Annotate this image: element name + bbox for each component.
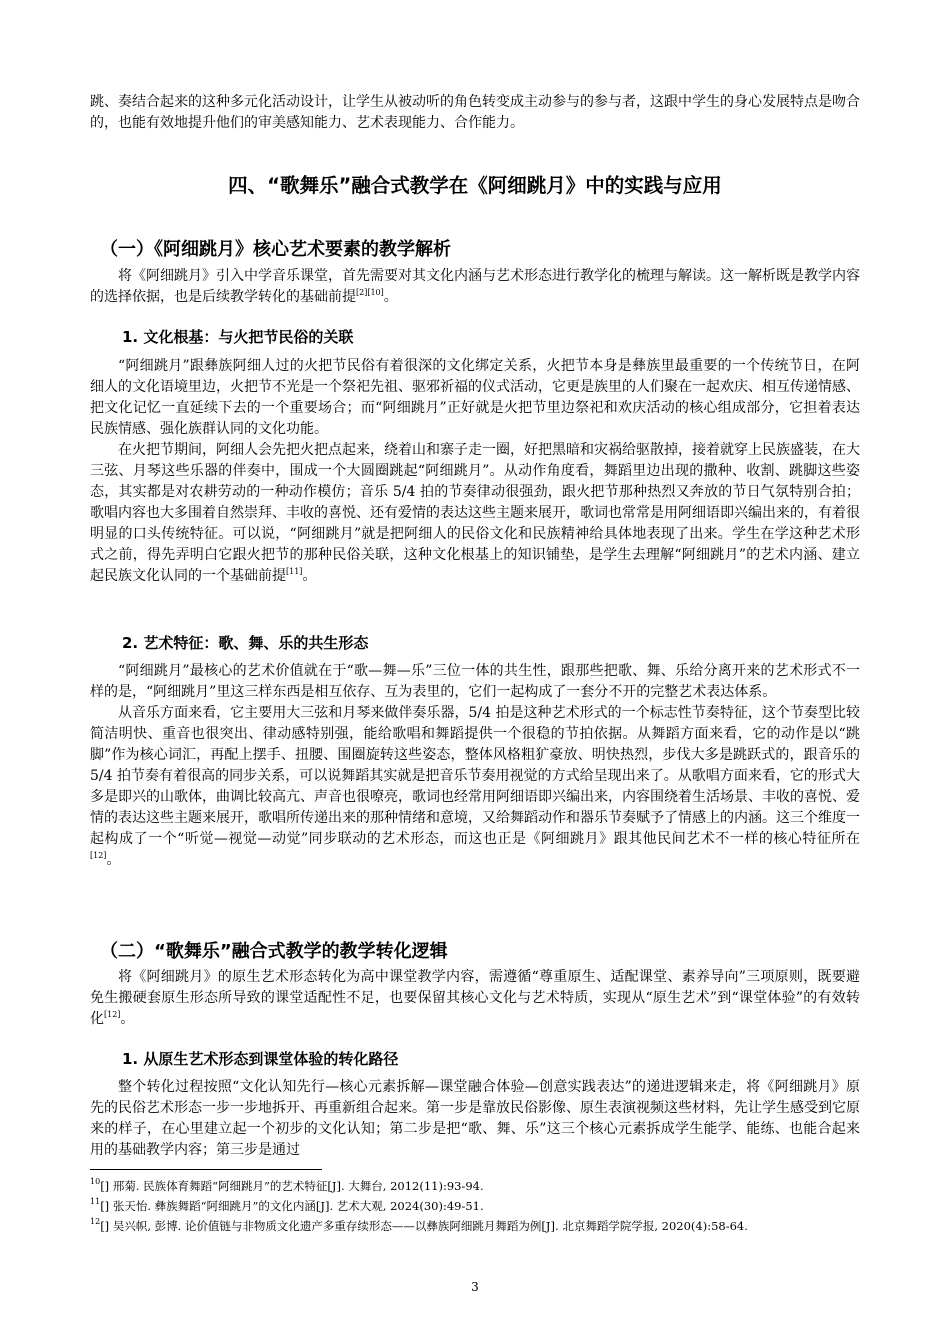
subsection-2-intro bbox=[90, 967, 860, 1030]
footnote-12 bbox=[90, 1217, 860, 1235]
footnote-number: 11 bbox=[90, 1197, 101, 1206]
sentence-end: 。 bbox=[120, 1011, 135, 1027]
citation-ref: [11] bbox=[286, 567, 303, 576]
culture-p2-text: 在火把节期间，阿细人会先把火把点起来，绕着山和寨子走一圈，好把黑暗和灾祸给驱散掉，接着就穿上民族盛装，在大三弦、月琴这些乐器的伴奏中，围成一个大圆圈跳起“阿细跳月”。从动作角度看，舞蹈里边出现的撒种、收割、跳脚这些姿态，其实都是对农耕劳动的一种动作模仿；音乐 5/4 拍的节奏律动很强劲，跟火把节那种热烈又奔放的节日气氛特别合拍；歌唱内容也大多围着自然崇拜、丰收的喜悦、还有爱情的表达这些主题来展开，歌词也常常是用阿细语即兴编出来的，有着很明显的口头传统特征。可以说，“阿细跳月”就是把阿细人的民俗文化和民族精神给具体地表现了出来。学生在学这种艺术形式之前，得先弄明白它跟火把节的那种民俗关联，这种文化根基上的知识铺垫，是学生去理解“阿细跳月”的艺术内涵、建立起民族文化认同的一个基础前提 bbox=[90, 442, 860, 584]
heading-culture-roots: 1. 文化根基：与火把节民俗的关联 bbox=[122, 328, 354, 346]
citation-ref: [12] bbox=[104, 1010, 121, 1019]
footnote-10 bbox=[90, 1177, 860, 1195]
culture-paragraph-1: “阿细跳月”跟彝族阿细人过的火把节民俗有着很深的文化绑定关系，火把节本身是彝族里最重要的一个传统节日，在阿细人的文化语境里边，火把节不光是一个祭祀先祖、驱邪祈福的仪式活动，它更是族里的人们聚在一起欢庆、相互传递情感、把文化记忆一直延续下去的一个重要场合；而“阿细跳月”正好就是火把节里边祭祀和欢庆活动的核心组成部分，它担着表达民族情感、强化族群认同的文化功能。 bbox=[90, 358, 860, 437]
culture-paragraph-2 bbox=[90, 440, 860, 587]
subsection-2-heading: （二）“歌舞乐”融合式教学的教学转化逻辑 bbox=[100, 941, 448, 962]
sentence-end: 。 bbox=[106, 852, 121, 868]
section-4-heading: 四、“歌舞乐”融合式教学在《阿细跳月》中的实践与应用 bbox=[228, 174, 722, 197]
sentence-end: 。 bbox=[383, 289, 398, 305]
sub1-intro-text: 将《阿细跳月》引入中学音乐课堂，首先需要对其文化内涵与艺术形态进行教学化的梳理与解读。这一解析既是教学内容的选择依据，也是后续教学转化的基础前提 bbox=[90, 268, 860, 305]
footnote-11 bbox=[90, 1197, 860, 1215]
footnote-number: 12 bbox=[90, 1217, 101, 1226]
art-section-body bbox=[90, 661, 860, 871]
subsection-1-intro bbox=[90, 266, 860, 308]
culture-section-body bbox=[90, 356, 860, 587]
citation-ref: [2][10] bbox=[356, 288, 384, 297]
footnotes bbox=[90, 1177, 860, 1237]
continued-paragraph bbox=[90, 92, 860, 134]
footnote-text: [] 吴兴帜, 彭博. 论价值链与非物质文化遗产多重存续形态——以彝族阿细跳月舞蹈为例[J]. 北京舞蹈学院学报, 2020(4):58-64. bbox=[100, 1219, 748, 1233]
footnote-number: 10 bbox=[90, 1177, 101, 1186]
path-section-body bbox=[90, 1077, 860, 1161]
citation-ref: [12] bbox=[90, 851, 107, 860]
sentence-end: 。 bbox=[302, 568, 317, 584]
top-paragraph-text: 跳、奏结合起来的这种多元化活动设计，让学生从被动听的角色转变成主动参与的参与者，这跟中学生的身心发展特点是吻合的，也能有效地提升他们的审美感知能力、艺术表现能力、合作能力。 bbox=[90, 94, 860, 131]
footnote-text: [] 张天怡. 彝族舞蹈“阿细跳月”的文化内涵[J]. 艺术大观, 2024(30):49-51. bbox=[100, 1199, 484, 1213]
subsection-1-heading: （一）《阿细跳月》核心艺术要素的教学解析 bbox=[100, 239, 451, 260]
heading-art-features: 2. 艺术特征：歌、舞、乐的共生形态 bbox=[122, 634, 369, 652]
heading-transformation-path: 1. 从原生艺术形态到课堂体验的转化路径 bbox=[122, 1050, 399, 1068]
footnote-text: [] 邢菊. 民族体育舞蹈“阿细跳月”的艺术特征[J]. 大舞台, 2012(11):93-94. bbox=[100, 1179, 484, 1193]
art-p2-text: 从音乐方面来看，它主要用大三弦和月琴来做伴奏乐器，5/4 拍是这种艺术形式的一个标志性节奏特征，这个节奏型比较简洁明快、重音也很突出、律动感特别强，能给歌唱和舞蹈提供一个很稳的节拍依据。从舞蹈方面来看，它的动作是以“跳脚”作为核心词汇，再配上摆手、扭腰、围圈旋转这些姿态，整体风格粗犷豪放、明快热烈，步伐大多是跳跃式的，跟音乐的 5/4 拍节奏有着很高的同步关系，可以说舞蹈其实就是把音乐节奏用视觉的方式给呈现出来了。从歌唱方面来看，它的形式大多是即兴的山歌体，曲调比较高亢、声音也很嘹亮，歌词也经常用阿细语即兴编出来，内容围绕着生活场景、丰收的喜悦、爱情的表达这些主题来展开，歌唱所传递出来的那种情绪和意境，又给舞蹈动作和器乐节奏赋予了情感上的内涵。这三个维度一起构成了一个“听觉—视觉—动觉”同步联动的艺术形态，而这也正是《阿细跳月》跟其他民间艺术不一样的核心特征所在 bbox=[90, 705, 860, 847]
footnote-divider bbox=[90, 1169, 322, 1170]
path-paragraph-1: 整个转化过程按照“文化认知先行—核心元素拆解—课堂融合体验—创意实践表达”的递进逻辑来走，将《阿细跳月》原先的民俗艺术形态一步一步地拆开、再重新组合起来。第一步是靠放民俗影像、原生表演视频这些材料，先让学生感受到它原来的样子，在心里建立起一个初步的文化认知；第二步是把“歌、舞、乐”这三个核心元素拆成学生能学、能练、也能合起来用的基础教学内容；第三步是通过 bbox=[90, 1079, 860, 1158]
sub2-intro-text: 将《阿细跳月》的原生艺术形态转化为高中课堂教学内容，需遵循“尊重原生、适配课堂、素养导向”三项原则，既要避免生搬硬套原生形态所导致的课堂适配性不足，也要保留其核心文化与艺术特质，实现从“原生艺术”到“课堂体验”的有效转化 bbox=[90, 969, 860, 1027]
art-paragraph-1: “阿细跳月”最核心的艺术价值就在于“歌—舞—乐”三位一体的共生性，跟那些把歌、舞、乐给分离开来的艺术形式不一样的是，“阿细跳月”里这三样东西是相互依存、互为表里的，它们一起构成了一套分不开的完整艺术表达体系。 bbox=[90, 663, 860, 700]
page-number: 3 bbox=[471, 1280, 479, 1294]
art-paragraph-2 bbox=[90, 703, 860, 871]
